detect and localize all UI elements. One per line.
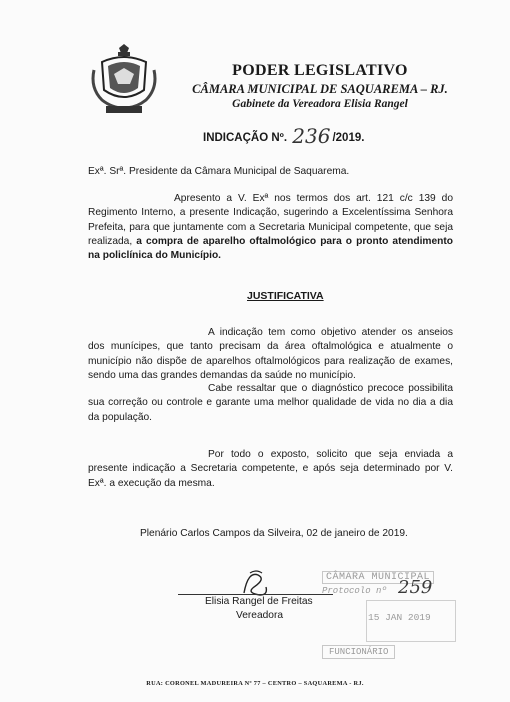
indication-heading [203, 122, 364, 146]
closing-paragraph: Por todo o exposto, solicito que seja enviada a presente indicação a Secretaria competente, e após seja determinado por V. Exª. a execução da mesma. [88, 449, 453, 489]
institution-title: PODER LEGISLATIVO [232, 62, 408, 79]
protocol-stamp-header: CÂMARA MUNICIPAL [322, 571, 434, 584]
protocol-number: 259 [398, 577, 433, 598]
signer-name: Elisia Rangel de Freitas [205, 596, 313, 607]
request-paragraph [88, 192, 453, 263]
protocol-signer-label: FUNCIONÁRIO [322, 645, 395, 659]
protocol-stamp-label: Protocolo nº [322, 586, 387, 596]
justification-paragraph-2: Cabe ressaltar que o diagnóstico precoce possibilita sua correção ou controle e garante uma melhor qualidade de vida no dia a dia da população. [88, 383, 453, 423]
justification-paragraph-1: A indicação tem como objetivo atender os anseios dos munícipes, que tanto precisam da área oftalmológica e atualmente o município não dispõe de aparelhos oftalmológicos para realização de exames, sendo uma das grandes demandas da saúde no município. [88, 327, 453, 381]
indication-year: /2019. [332, 132, 365, 144]
indication-label: INDICAÇÃO Nº. [203, 132, 288, 144]
request-text: Apresento a V. Exª nos termos dos art. 121 c/c 139 do Regimento Interno, a presente Indicação, sugerindo a Excelentíssima Senhora Prefeita, para que juntamente com a Secretaria Municipal competente, que seja realizada, [88, 193, 453, 247]
date-line: Plenário Carlos Campos da Silveira, 02 de janeiro de 2019. [140, 528, 408, 539]
office-title: Gabinete da Vereadora Elisia Rangel [232, 98, 408, 110]
protocol-date: 15 JAN 2019 [368, 612, 431, 623]
indication-number: 236 [292, 124, 331, 148]
coat-of-arms-icon [88, 40, 160, 116]
signer-role: Vereadora [236, 610, 284, 621]
letterhead [160, 62, 480, 110]
justification-title: JUSTIFICATIVA [247, 290, 324, 302]
chamber-title: CÂMARA MUNICIPAL DE SAQUAREMA – RJ. [192, 82, 448, 96]
signature-line [178, 594, 333, 595]
footer-address: RUA: CORONEL MADUREIRA Nº 77 – CENTRO – SAQUAREMA - RJ. [146, 680, 364, 687]
addressee-line: Exª. Srª. Presidente da Câmara Municipal de Saquarema. [88, 166, 350, 177]
request-bold-text: a compra de aparelho oftalmológico para o pronto atendimento na policlínica do Município. [88, 235, 453, 262]
